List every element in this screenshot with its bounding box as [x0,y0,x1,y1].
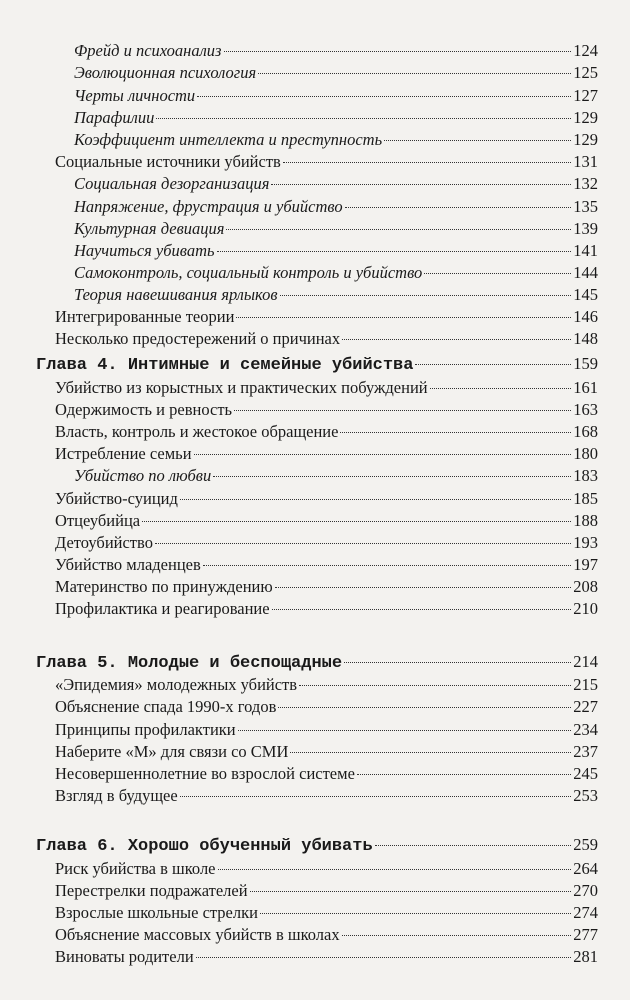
dot-leader [375,845,572,846]
toc-entry-title: Убийство-суицид [55,489,178,508]
toc-entry [55,306,598,328]
toc-entry-title: Напряжение, фрустрация и убийство [74,197,343,216]
dot-leader [280,295,572,296]
toc-entry-page: 277 [573,925,598,944]
dot-leader [155,543,571,544]
toc-entry [55,741,598,763]
toc-entry [55,858,598,880]
toc-entry-page: 139 [573,219,598,238]
chapter-page: 214 [573,652,598,671]
toc-entry-title: Виноваты родители [55,947,194,966]
toc-entry-title: Интегрированные теории [55,307,235,326]
toc-entry-title: Коэффициент интеллекта и преступность [74,130,383,149]
toc-entry [55,880,598,902]
toc-entry-title: Детоубийство [55,533,153,552]
toc-entry-page: 127 [573,86,598,105]
toc-entry [74,465,598,487]
toc-entry-page: 197 [573,555,598,574]
toc-entry-page: 208 [573,577,598,596]
toc-entry-title: Риск убийства в школе [55,859,216,878]
dot-leader [272,609,572,610]
toc-entry-title: Перестрелки подражателей [55,881,248,900]
toc-entry [74,240,598,262]
toc-entry-page: 188 [573,511,598,530]
dot-leader [218,869,572,870]
toc-entry-page: 227 [573,697,598,716]
toc-entry [55,674,598,696]
toc-entry-title: Объяснение массовых убийств в школах [55,925,340,944]
dot-leader [180,796,572,797]
dot-leader [357,774,571,775]
dot-leader [234,410,571,411]
dot-leader [344,662,571,663]
toc-entry-title: Власть, контроль и жестокое обращение [55,422,339,441]
toc-entry-page: 146 [573,307,598,326]
toc-entry [74,196,598,218]
toc-entry-title: Культурная девиация [74,219,225,238]
toc-entry-title: Принципы профилактики [55,720,236,739]
toc-entry-page: 161 [573,378,598,397]
toc-entry [74,62,598,84]
toc-entry [74,173,598,195]
toc-entry-title: Истребление семьи [55,444,192,463]
toc-entry-page: 125 [573,63,598,82]
dot-leader [180,499,571,500]
toc-entry [55,763,598,785]
dot-leader [299,685,571,686]
chapter-title: Глава 5. Молодые и беспощадные [36,654,343,673]
toc-entry-page: 129 [573,130,598,149]
dot-leader [340,432,571,433]
toc-entry-page: 237 [573,742,598,761]
toc-entry [55,598,598,620]
toc-entry [55,421,598,443]
chapter-title: Глава 4. Интимные и семейные убийства [36,356,414,375]
dot-leader [384,140,571,141]
toc-entry-title: Наберите «М» для связи со СМИ [55,742,289,761]
toc-entry-page: 131 [573,152,598,171]
toc-entry-page: 215 [573,675,598,694]
toc-entry-page: 163 [573,400,598,419]
toc-entry [55,488,598,510]
chapter-heading [36,353,598,377]
toc-entry-title: Эволюционная психология [74,63,257,82]
toc-entry [55,399,598,421]
toc-entry [55,328,598,350]
toc-entry-page: 274 [573,903,598,922]
toc-entry-title: Одержимость и ревность [55,400,233,419]
dot-leader [250,891,572,892]
dot-leader [156,118,571,119]
toc-entry-page: 270 [573,881,598,900]
toc-entry-page: 124 [573,41,598,60]
chapter-page: 259 [573,835,598,854]
toc-entry-page: 264 [573,859,598,878]
chapter-title: Глава 6. Хорошо обученный убивать [36,837,373,856]
toc-entry [55,443,598,465]
toc-entry [74,284,598,306]
toc-entry [55,510,598,532]
toc-entry-title: Теория навешивания ярлыков [74,285,278,304]
toc-entry-page: 132 [573,174,598,193]
dot-leader [238,730,572,731]
dot-leader [278,707,571,708]
toc-entry-page: 145 [573,285,598,304]
toc-entry [55,785,598,807]
toc-entry-title: Несколько предостережений о причинах [55,329,341,348]
toc-entry-title: Взгляд в будущее [55,786,178,805]
dot-leader [290,752,571,753]
toc-entry [74,129,598,151]
toc-entry-title: Социальная дезорганизация [74,174,270,193]
toc-entry-title: Материнство по принуждению [55,577,273,596]
dot-leader [197,96,571,97]
dot-leader [213,476,571,477]
chapter-heading [36,834,598,858]
dot-leader [224,51,572,52]
dot-leader [342,339,571,340]
toc-entry-page: 281 [573,947,598,966]
toc-entry-page: 168 [573,422,598,441]
dot-leader [283,162,571,163]
toc-entry-page: 141 [573,241,598,260]
toc-entry [74,85,598,107]
dot-leader [217,251,572,252]
dot-leader [258,73,571,74]
toc-entry-title: Научиться убивать [74,241,215,260]
dot-leader [196,957,572,958]
toc-entry-page: 183 [573,466,598,485]
toc-entry-page: 210 [573,599,598,618]
toc-entry [55,377,598,399]
dot-leader [236,317,571,318]
toc-entry-title: Профилактика и реагирование [55,599,270,618]
toc-entry [55,532,598,554]
toc-entry [55,946,598,968]
dot-leader [260,913,571,914]
toc-entry-page: 245 [573,764,598,783]
toc-entry [55,151,598,173]
toc-entry-title: Несовершеннолетние во взрослой системе [55,764,355,783]
toc-entry-title: Парафилии [74,108,155,127]
dot-leader [424,273,571,274]
dot-leader [194,454,572,455]
toc-entry [74,262,598,284]
toc-entry [55,576,598,598]
toc-entry [74,218,598,240]
chapter-page: 159 [573,354,598,373]
toc-entry [74,107,598,129]
dot-leader [345,207,572,208]
toc-entry-title: Убийство из корыстных и практических побуждений [55,378,428,397]
toc-entry [55,719,598,741]
toc-entry-page: 148 [573,329,598,348]
dot-leader [342,935,572,936]
dot-leader [415,364,571,365]
chapter-heading [36,651,598,675]
toc-entry-title: Фрейд и психоанализ [74,41,222,60]
toc-entry [74,40,598,62]
toc-entry-page: 129 [573,108,598,127]
dot-leader [226,229,571,230]
toc-entry [55,696,598,718]
toc-entry-page: 193 [573,533,598,552]
toc-entry-title: Убийство младенцев [55,555,201,574]
toc-entry-title: Убийство по любви [74,466,212,485]
toc-entry-title: Объяснение спада 1990-х годов [55,697,277,716]
toc-entry-title: Социальные источники убийств [55,152,281,171]
toc-entry [55,902,598,924]
toc-entry-title: Отцеубийца [55,511,141,530]
toc-entry-page: 234 [573,720,598,739]
toc-entry-title: «Эпидемия» молодежных убийств [55,675,298,694]
toc-entry-page: 185 [573,489,598,508]
dot-leader [142,521,571,522]
dot-leader [271,184,571,185]
toc-entry-title: Черты личности [74,86,196,105]
toc-entry [55,554,598,576]
toc-entry-page: 253 [573,786,598,805]
toc-entry-page: 144 [573,263,598,282]
dot-leader [275,587,572,588]
toc-entry-title: Взрослые школьные стрелки [55,903,258,922]
toc-entry-title: Самоконтроль, социальный контроль и убийство [74,263,423,282]
dot-leader [203,565,571,566]
dot-leader [430,388,572,389]
toc-entry [55,924,598,946]
toc-entry-page: 135 [573,197,598,216]
toc-entry-page: 180 [573,444,598,463]
